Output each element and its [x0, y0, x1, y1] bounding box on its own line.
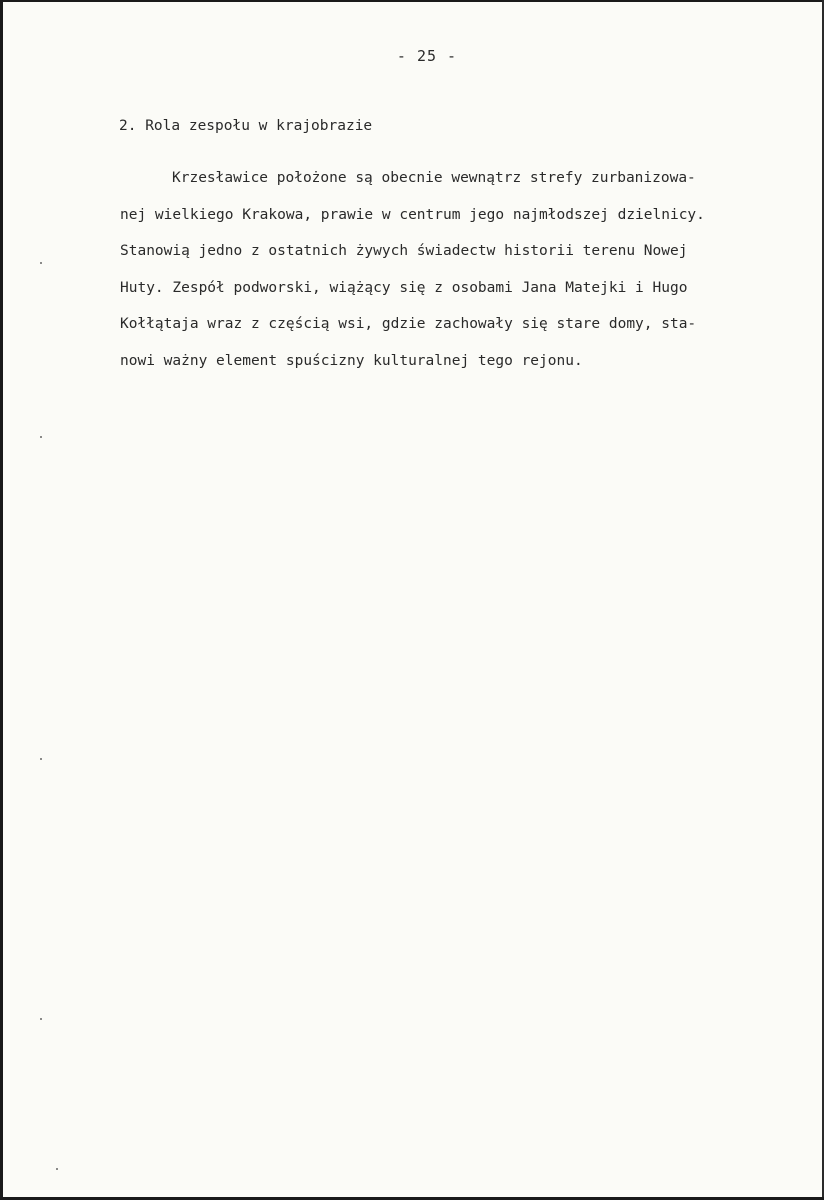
- paragraph-line: Krzesławice położone są obecnie wewnątrz strefy zurbanizowa-: [172, 170, 696, 186]
- scan-speck: [40, 758, 42, 760]
- paragraph-line: Huty. Zespół podworski, wiążący się z osobami Jana Matejki i Hugo: [120, 279, 688, 296]
- scan-speck: [40, 262, 42, 264]
- scan-speck: [40, 1018, 42, 1020]
- scan-speck: [56, 1168, 58, 1170]
- paragraph-line: Stanowią jedno z ostatnich żywych świadectw historii terenu Nowej: [120, 243, 688, 259]
- section-heading: 2. Rola zespołu w krajobrazie: [119, 118, 373, 134]
- page-number: - 25 -: [396, 47, 458, 65]
- scan-border-left: [0, 0, 3, 1200]
- scan-border-top: [0, 0, 824, 2]
- paragraph-line: nowi ważny element spuścizny kulturalnej tego rejonu.: [120, 352, 583, 369]
- paragraph-line: Kołłątaja wraz z częścią wsi, gdzie zachowały się stare domy, sta-: [120, 316, 697, 332]
- body-paragraph: [120, 168, 800, 387]
- paragraph-line: nej wielkiego Krakowa, prawie w centrum jego najmłodszej dzielnicy.: [120, 206, 705, 223]
- scan-speck: [40, 436, 42, 438]
